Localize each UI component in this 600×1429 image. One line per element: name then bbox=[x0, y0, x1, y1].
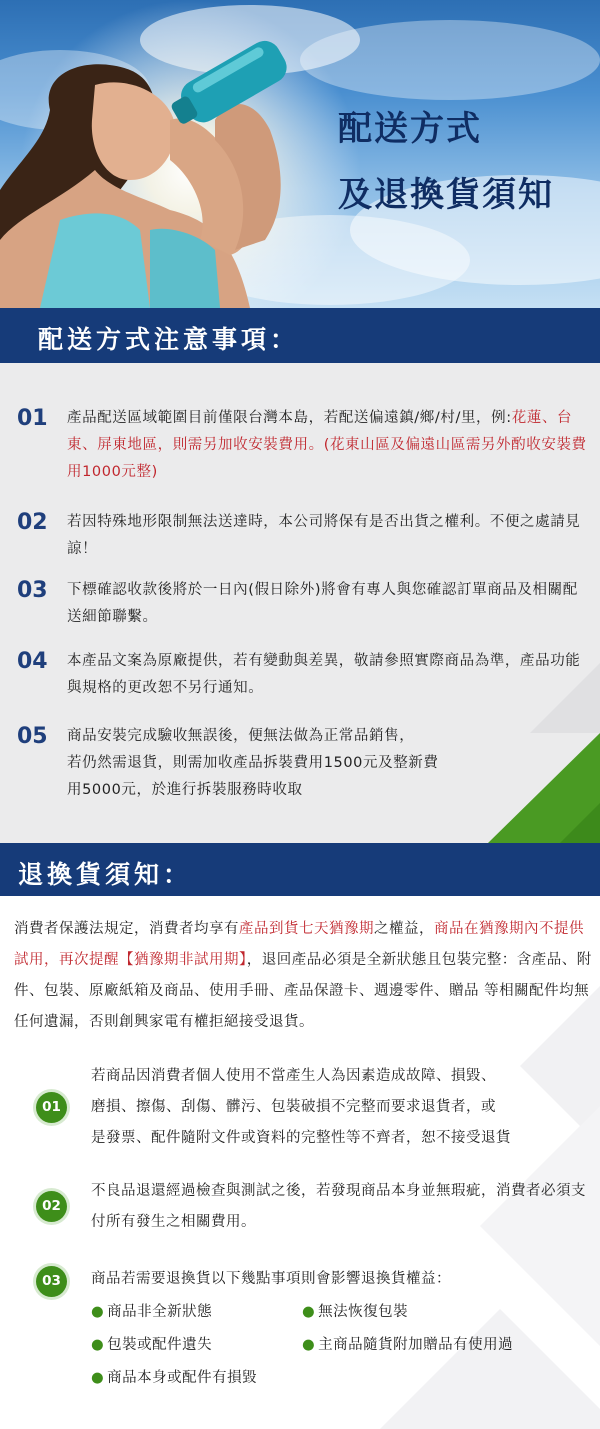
intro-highlight-1: 產品到貨七天猶豫期 bbox=[239, 921, 374, 937]
bullet-item bbox=[302, 1330, 513, 1361]
item-number: 04 bbox=[17, 649, 48, 674]
item-line-2: 磨損、擦傷、刮傷、髒污、包裝破損不完整而要求退貨者，或 bbox=[91, 1099, 496, 1115]
return-item-01-text bbox=[91, 1061, 591, 1154]
item-line-3: 用5000元，於進行拆裝服務時收取 bbox=[67, 782, 303, 798]
return-item-03-text: 商品若需要退換貨以下幾點事項則會影響退換貨權益： bbox=[91, 1271, 451, 1287]
return-item-03-badge: 03 bbox=[36, 1266, 67, 1297]
item-number: 02 bbox=[17, 510, 48, 535]
bullet-dot-icon: ● bbox=[91, 1337, 105, 1353]
bullet-text: 商品本身或配件有損毀 bbox=[107, 1370, 258, 1386]
hero-banner bbox=[0, 0, 600, 308]
bullet-text: 包裝或配件遺失 bbox=[107, 1337, 213, 1353]
item-number: 05 bbox=[17, 724, 48, 749]
item-text bbox=[67, 405, 592, 486]
item-line-2: 若仍然需退貨，則需加收產品拆裝費用1500元及整新費 bbox=[67, 755, 439, 771]
returns-heading: 退換貨須知： bbox=[18, 860, 193, 889]
return-item-01-badge: 01 bbox=[36, 1092, 67, 1123]
return-item-02-badge: 02 bbox=[36, 1191, 67, 1222]
item-number: 03 bbox=[17, 578, 48, 603]
bullet-dot-icon: ● bbox=[91, 1370, 105, 1386]
item-text-highlight: 花蓮、台東、屏東地區，則需另加收安裝費用。(花東山區及偏遠山區需另外酌收安裝費用1000元整) bbox=[67, 410, 587, 480]
item-text: 本產品文案為原廠提供，若有變動與差異，敬請參照實際商品為準，產品功能與規格的更改恕不另行通知。 bbox=[67, 653, 581, 696]
return-item-02-text: 不良品退還經過檢查與測試之後，若發現商品本身並無瑕疵，消費者必須支付所有發生之相關費用。 bbox=[91, 1183, 586, 1230]
shipping-notes-section bbox=[0, 363, 600, 843]
bullet-item bbox=[91, 1330, 212, 1361]
item-line-1: 若商品因消費者個人使用不當產生人為因素造成故障、損毀、 bbox=[91, 1068, 496, 1084]
returns-section-header bbox=[0, 843, 600, 896]
item-text: 若因特殊地形限制無法送達時，本公司將保有是否出貨之權利。不便之處請見諒！ bbox=[67, 514, 581, 557]
bullet-dot-icon: ● bbox=[91, 1304, 105, 1320]
bullet-item bbox=[91, 1363, 257, 1394]
intro-part-3: ，退回產品必須是全新狀態且包裝完整：含產品、附件、包裝、原廠紙箱及商品、使用手冊、產品保證卡、週邊零件、贈品 等相關配件均無任何遺漏，否則創興家電有權拒絕接受退貨。 bbox=[14, 952, 592, 1030]
returns-section bbox=[0, 896, 600, 1429]
bullet-text: 商品非全新狀態 bbox=[107, 1304, 213, 1320]
item-line-3: 是發票、配件隨附文件或資料的完整性等不齊者，恕不接受退貨 bbox=[91, 1130, 511, 1146]
bullet-text: 無法恢復包裝 bbox=[318, 1304, 409, 1320]
item-line-1: 商品安裝完成驗收無誤後，便無法做為正常品銷售， bbox=[67, 728, 415, 744]
hero-title bbox=[338, 96, 554, 228]
hero-title-line-2: 及退換貨須知 bbox=[338, 175, 554, 215]
intro-part-1: 消費者保護法規定，消費者均享有 bbox=[14, 921, 239, 937]
hero-title-line-1: 配送方式 bbox=[338, 109, 482, 149]
intro-highlight-2: 商品在猶豫期內不提供試用，再次提醒【猶豫期非試用期】 bbox=[14, 921, 584, 968]
bullet-item bbox=[302, 1297, 408, 1328]
shipping-heading: 配送方式注意事項： bbox=[38, 325, 300, 354]
intro-part-2: 之權益， bbox=[374, 921, 434, 937]
item-text bbox=[67, 723, 592, 804]
bullet-dot-icon: ● bbox=[302, 1304, 316, 1320]
bullet-text: 主商品隨貨附加贈品有使用過 bbox=[318, 1337, 514, 1353]
bullet-dot-icon: ● bbox=[302, 1337, 316, 1353]
shipping-section-header bbox=[0, 308, 600, 363]
bullet-item bbox=[91, 1297, 212, 1328]
item-text-plain: 產品配送區域範圍目前僅限台灣本島，若配送偏遠鎮/鄉/村/里，例: bbox=[67, 410, 512, 426]
returns-intro bbox=[14, 914, 592, 1038]
item-text: 下標確認收款後將於一日內(假日除外)將會有專人與您確認訂單商品及相關配送細節聯繫。 bbox=[67, 582, 578, 625]
item-number: 01 bbox=[17, 406, 48, 431]
